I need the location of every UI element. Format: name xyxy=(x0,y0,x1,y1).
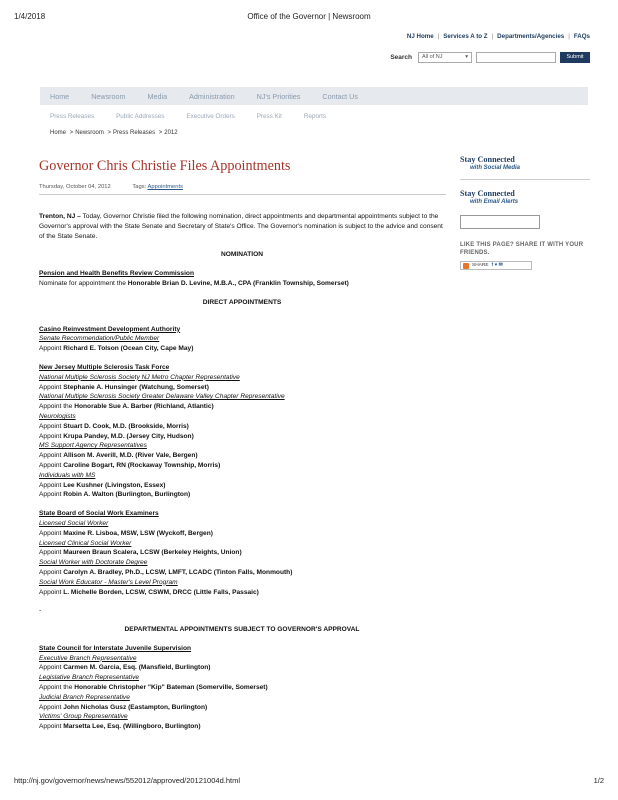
subnav-public-addresses[interactable]: Public Addresses xyxy=(116,113,165,120)
appointment-line: Appoint Caroline Bogart, RN (Rockaway Township, Morris) xyxy=(39,461,221,469)
role-label: Victims' Group Representative xyxy=(39,713,128,721)
org-heading: Casino Reinvestment Development Authority xyxy=(39,325,181,333)
article-date: Thursday, October 04, 2012 xyxy=(39,184,111,190)
subnav-press-releases[interactable]: Press Releases xyxy=(50,113,95,120)
appointment-line: Appoint John Nicholas Gusz (Eastampton, Burlington) xyxy=(39,703,208,711)
article-meta xyxy=(39,184,446,195)
link-services[interactable]: Services A to Z xyxy=(443,33,488,40)
breadcrumb: Home > Newsroom > Press Releases > 2012 xyxy=(50,130,178,136)
stay-connected-social-heading: Stay Connected xyxy=(460,155,515,164)
page-title: Governor Chris Christie Files Appointments xyxy=(39,158,291,174)
appointment-line: Appoint Carmen M. Garcia, Esq. (Mansfield, Burlington) xyxy=(39,664,211,672)
link-faqs[interactable]: FAQs xyxy=(573,33,590,40)
sub-nav xyxy=(50,113,348,120)
subnav-press-kit[interactable]: Press Kit xyxy=(256,113,282,120)
org-heading: New Jersey Multiple Sclerosis Task Force xyxy=(39,363,170,371)
appointment-line: Appoint L. Michelle Borden, LCSW, CSWM, DRCC (Little Falls, Passaic) xyxy=(39,588,259,596)
role-label: National Multiple Sclerosis Society Greater Delaware Valley Chapter Representative xyxy=(39,393,285,401)
nav-newsroom[interactable]: Newsroom xyxy=(91,91,126,101)
appointment-line: Appoint Lee Kushner (Livingston, Essex) xyxy=(39,481,166,489)
sidebar xyxy=(460,155,590,270)
appointment-line: Appoint Marsetta Lee, Esq. (Willingboro, Burlington) xyxy=(39,723,201,731)
print-footer xyxy=(14,776,604,786)
tags-label: Tags: xyxy=(132,184,147,190)
nav-priorities[interactable]: NJ's Priorities xyxy=(256,91,301,101)
main-nav xyxy=(40,87,588,105)
org-heading: State Council for Interstate Juvenile Supervision xyxy=(39,644,192,652)
dateline: Trenton, NJ – xyxy=(39,213,81,220)
appointment-line: Appoint Stephanie A. Hunsinger (Watchung, Somerset) xyxy=(39,383,209,391)
search-bar xyxy=(390,51,590,63)
direct-appointments-heading: DIRECT APPOINTMENTS xyxy=(202,298,282,306)
stay-connected-email-heading: Stay Connected xyxy=(460,189,515,198)
appointment-line: Appoint Krupa Pandey, M.D. (Jersey City, Hudson) xyxy=(39,432,194,440)
print-date: 1/4/2018 xyxy=(14,12,46,21)
departmental-heading: DEPARTMENTAL APPOINTMENTS SUBJECT TO GOVERNOR'S APPROVAL xyxy=(124,626,360,634)
role-label: Neurologists xyxy=(39,412,76,420)
top-links: NJ Home | Services A to Z | Departments/Agencies | FAQs xyxy=(406,33,590,40)
share-button[interactable] xyxy=(460,261,532,270)
appointment-line: Appoint Carolyn A. Bradley, Ph.D., LCSW, LMFT, LCADC (Tinton Falls, Monmouth) xyxy=(39,568,293,576)
appointment-line: Appoint Robin A. Walton (Burlington, Burlington) xyxy=(39,491,191,499)
link-departments[interactable]: Departments/Agencies xyxy=(497,33,565,40)
search-input[interactable] xyxy=(476,52,556,63)
role-label: Individuals with MS xyxy=(39,471,96,479)
org-heading: Pension and Health Benefits Review Commission xyxy=(39,270,194,278)
role-label: Judicial Branch Representative xyxy=(39,693,130,701)
role-label: Social Worker with Doctorate Degree xyxy=(39,559,148,567)
nomination-heading: NOMINATION xyxy=(221,251,263,259)
print-page-number: 1/2 xyxy=(593,776,604,785)
role-label: Executive Branch Representative xyxy=(39,654,137,662)
subnav-reports[interactable]: Reports xyxy=(303,113,326,120)
social-icons: f ♥ ✉ xyxy=(491,263,503,268)
search-label: Search xyxy=(390,53,412,61)
appointment-line: Appoint Maxine R. Lisboa, MSW, LSW (Wyckoff, Bergen) xyxy=(39,529,213,537)
breadcrumb-home[interactable]: Home xyxy=(50,130,67,136)
role-label: National Multiple Sclerosis Society NJ Metro Chapter Representative xyxy=(39,373,240,381)
role-label: MS Support Agency Representatives xyxy=(39,442,147,450)
print-header xyxy=(14,12,604,22)
chevron-down-icon: ▾ xyxy=(465,54,468,60)
print-title: Office of the Governor | Newsroom xyxy=(247,12,371,21)
share-label: SHARE xyxy=(472,263,489,268)
appointment-line: Appoint the Honorable Sue A. Barber (Richland, Atlantic) xyxy=(39,403,214,411)
appointment-line: Appoint Allison M. Averill, M.D. (River Vale, Bergen) xyxy=(39,452,198,460)
separator-dash: - xyxy=(39,607,42,615)
role-label: Senate Recommendation/Public Member xyxy=(39,335,160,343)
share-icon xyxy=(463,263,469,269)
nav-contact[interactable]: Contact Us xyxy=(322,91,358,101)
intro-paragraph xyxy=(39,212,445,241)
role-label: Social Work Educator - Master's Level Program xyxy=(39,578,178,586)
nav-media[interactable]: Media xyxy=(147,91,168,101)
tag-link[interactable]: Appointments xyxy=(147,184,183,190)
intro-text: Today, Governor Christie filed the following nomination, direct appointments and departmental appointments subject to the Governor's approval with the State Senate and Secretary of State's Office. The Governor's nomination is subject to the advice and consent of the State Senate. xyxy=(39,213,443,240)
share-prompt: LIKE THIS PAGE? SHARE IT WITH YOUR FRIENDS. xyxy=(460,242,584,256)
nav-administration[interactable]: Administration xyxy=(189,91,235,101)
email-alerts-link[interactable]: with Email Alerts xyxy=(470,199,519,205)
appointment-line: Appoint Richard E. Tolson (Ocean City, Cape May) xyxy=(39,345,194,353)
appointment-line: Appoint Stuart D. Cook, M.D. (Brookside, Morris) xyxy=(39,422,189,430)
search-scope-value: All of NJ xyxy=(422,54,443,60)
role-label: Legislative Branch Representative xyxy=(39,674,140,682)
role-label: Licensed Social Worker xyxy=(39,519,109,527)
breadcrumb-newsroom[interactable]: Newsroom xyxy=(75,130,104,136)
breadcrumb-press-releases[interactable]: Press Releases xyxy=(113,130,156,136)
org-heading: State Board of Social Work Examiners xyxy=(39,510,159,518)
print-url: http://nj.gov/governor/news/news/552012/approved/20121004d.html xyxy=(14,776,240,785)
social-media-link[interactable]: with Social Media xyxy=(470,165,521,171)
nav-home[interactable]: Home xyxy=(50,91,70,101)
subnav-executive-orders[interactable]: Executive Orders xyxy=(186,113,235,120)
role-label: Licensed Clinical Social Worker xyxy=(39,539,132,547)
appointment-line: Appoint the Honorable Christopher "Kip" Bateman (Somerville, Somerset) xyxy=(39,684,268,692)
breadcrumb-year: 2012 xyxy=(164,130,178,136)
search-scope-select[interactable] xyxy=(418,52,472,63)
search-submit-button[interactable]: Submit xyxy=(560,52,590,63)
appointment-line: Nominate for appointment the Honorable Brian D. Levine, M.B.A., CPA (Franklin Township, Somerset) xyxy=(39,279,349,287)
link-nj-home[interactable]: NJ Home xyxy=(406,33,434,40)
email-input[interactable] xyxy=(460,215,540,229)
appointment-line: Appoint Maureen Braun Scalera, LCSW (Berkeley Heights, Union) xyxy=(39,549,242,557)
article-body xyxy=(39,212,445,732)
